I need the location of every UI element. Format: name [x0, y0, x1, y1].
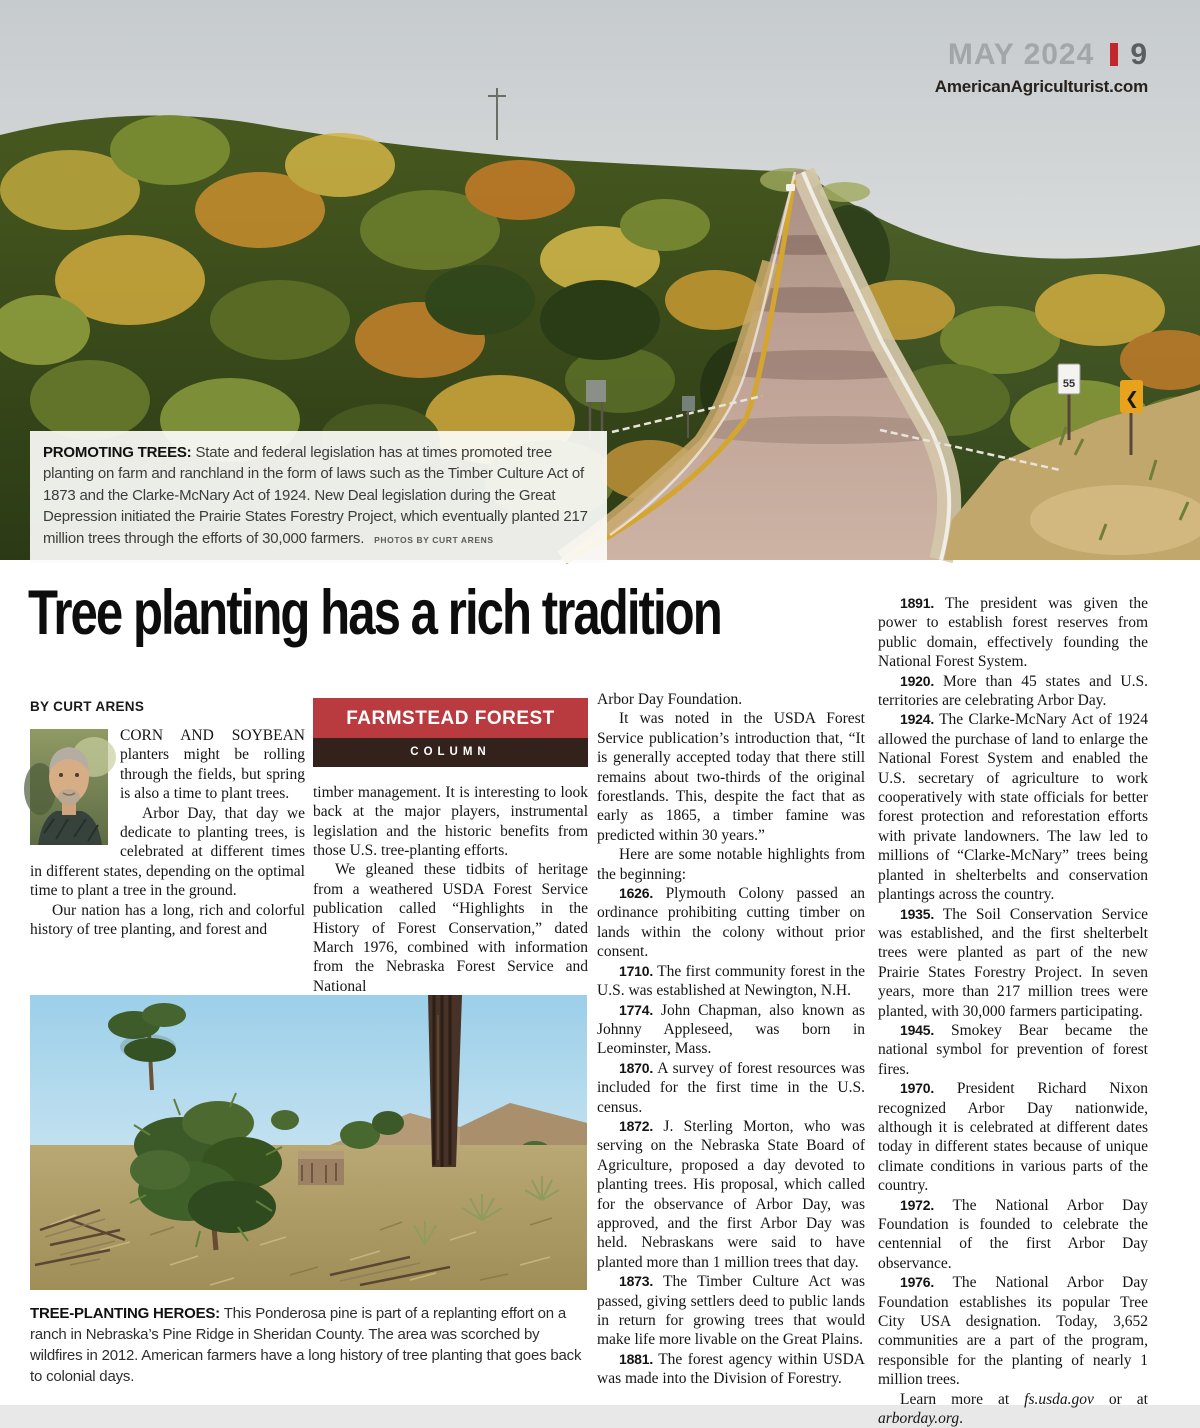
learn-more-middle: or at [1093, 1390, 1148, 1408]
hero-caption-text: State and federal legislation has at times promoted tree planting on farm and ranchland in the form of laws such as the Timber Culture Act of 1873 and the Clarke-McNary Act of 1924. New Deal legislation during the Great Depression initiated the Prairie States Forestry Project, which eventually planted 217 million trees through the efforts of 30,000 farmers. [43, 444, 588, 547]
red-divider-bar [1110, 43, 1118, 66]
timeline-entry-1972 [878, 1196, 1148, 1274]
timeline-year: 1710. [619, 962, 654, 979]
timeline-text: J. Sterling Morton, who was serving on the Nebraska State Board of Agriculture, proposed a day devoted to planting trees. His proposal, which called for the observance of Arbor Day, was approved, and the first Arbor Day was held. Nebraskans were said to have planted more than 1 million trees that day. [597, 1117, 865, 1271]
svg-text:55: 55 [1062, 378, 1076, 390]
pine-photo [30, 995, 587, 1290]
timeline-text: The Clarke-McNary Act of 1924 allowed the purchase of land to enlarge the National Forest System and enabled the U.S. secretary of agriculture to work cooperatively with state officials for better forest protection and reforestation efforts with private landowners. The law led to millions of “Clarke-McNary” trees being planted in shelterbelts and conservation plantings across the country. [878, 711, 1148, 904]
timeline-entry-1873 [597, 1272, 865, 1350]
timeline-text: The president was given the power to establish forest reserves from public domain, effectively founding the National Forest System. [878, 595, 1148, 671]
timeline-year: 1870. [619, 1059, 654, 1076]
byline: BY CURT ARENS [30, 699, 145, 714]
author-photo [30, 729, 108, 845]
timeline-entry-1891 [878, 594, 1148, 672]
timeline-entry-1920 [878, 672, 1148, 711]
body-paragraph: Here are some notable highlights from the beginning: [597, 846, 865, 883]
pine-caption-label: TREE-PLANTING HEROES: [30, 1305, 220, 1322]
pine-photo-illustration [30, 995, 587, 1290]
beard [58, 789, 80, 805]
timeline-text: The first community forest in the U.S. was established at Newington, N.H. [597, 962, 865, 1000]
timeline-entry-1945 [878, 1021, 1148, 1079]
hero-photo-road [0, 0, 1200, 560]
stump [298, 1151, 344, 1185]
body-paragraph: Arbor Day, that day we dedicate to planting trees, is celebrated at different times in different states, depending on the optimal time to plant a tree in the ground. [30, 804, 305, 900]
column-2 [313, 698, 588, 996]
timeline-text: President Richard Nixon recognized Arbor Day nationwide, although it is celebrated at different dates today in different states because of unique climate conditions in various parts of the country. [878, 1080, 1148, 1195]
timeline-entry-1976 [878, 1273, 1148, 1389]
timeline-year: 1970. [900, 1080, 935, 1097]
timeline-year: 1881. [619, 1350, 654, 1367]
website-url: AmericanAgriculturist.com [934, 77, 1148, 96]
article-title: Tree planting has a rich tradition [28, 578, 721, 648]
timeline-entry-1924 [878, 710, 1148, 904]
timeline-entry-1935 [878, 905, 1148, 1021]
timeline-text: The National Arbor Day Foundation establishes its popular Tree City USA designation. Today, 3,652 communities are a part of the program, responsible for the planting of nearly 1 million trees. [878, 1274, 1148, 1389]
page-number: 9 [1130, 38, 1148, 71]
hero-caption [30, 431, 607, 563]
learn-more-site-fs-usda: fs.usda.gov [1024, 1390, 1094, 1408]
timeline-text: More than 45 states and U.S. territories are celebrating Arbor Day. [878, 672, 1148, 710]
column-3 [597, 690, 865, 1389]
pine-caption-text: This Ponderosa pine is part of a replanting effort on a ranch in Nebraska’s Pine Ridge in Sheridan County. The area was scorched by wildfires in 2012. American farmers have a long history of tree planting that goes back to colonial days. [30, 1305, 582, 1385]
learn-more-paragraph [878, 1390, 1148, 1428]
learn-more-suffix: . [959, 1410, 963, 1428]
timeline-entry-1870 [597, 1059, 865, 1117]
photo-credit: PHOTOS BY CURT ARENS [374, 534, 494, 545]
timeline-entry-1774 [597, 1001, 865, 1059]
body-paragraph: Our nation has a long, rich and colorful history of tree planting, and forest and [30, 901, 305, 939]
badge-title: FARMSTEAD FOREST [313, 698, 588, 738]
timeline-text: John Chapman, also known as Johnny Appleseed, was born in Leominster, Mass. [597, 1001, 866, 1058]
body-paragraph: We gleaned these tidbits of heritage from a weathered USDA Forest Service publication called “Highlights in the History of Forest Conservation,” dated March 1976, combined with information from the Nebraska Forest Service and National [313, 861, 588, 995]
timeline-year: 1976. [900, 1274, 935, 1291]
timeline-year: 1873. [619, 1273, 654, 1290]
timeline-year: 1935. [900, 905, 935, 922]
timeline-year: 1626. [619, 885, 654, 902]
timeline-text: The Timber Culture Act was passed, giving settlers deed to public lands in return for growing trees that would make life more livable on the Great Plains. [597, 1273, 865, 1349]
timeline-text: The National Arbor Day Foundation is founded to celebrate the centennial of the first Arbor Day observance. [878, 1196, 1148, 1272]
body-paragraph: CORN AND SOYBEAN planters might be rolling through the fields, but spring is also a time to plant trees. [120, 727, 305, 803]
timeline-year: 1924. [900, 711, 935, 728]
badge-subtitle: COLUMN [313, 738, 588, 766]
timeline-year: 1872. [619, 1117, 654, 1134]
masthead [935, 40, 1148, 95]
timeline-text: A survey of forest resources was included for the first time in the U.S. census. [597, 1059, 865, 1116]
hero-caption-label: PROMOTING TREES: [43, 444, 192, 461]
timeline-year: 1972. [900, 1196, 935, 1213]
issue-date: MAY 2024 [947, 38, 1095, 71]
timeline-year: 1945. [900, 1021, 935, 1038]
timeline-entry-1881 [597, 1350, 865, 1389]
timeline-year: 1920. [900, 672, 935, 689]
body-paragraph: timber management. It is interesting to look back at the major players, instrumental legislation and the historic benefits from those U.S. tree-planting efforts. [313, 783, 588, 860]
burned-trunk [428, 995, 462, 1167]
timeline-entry-1626 [597, 884, 865, 962]
pine-photo-caption [30, 1303, 587, 1387]
timeline-text: The Soil Conservation Service was established, and the first shelterbelt trees were planted as part of the new Prairie States Forestry Project. In seven years, more than 217 million trees were planted, with 30,000 farmers participating. [878, 905, 1148, 1020]
timeline-text: Plymouth Colony passed an ordinance prohibiting cutting timber on lands within the colony without prior consent. [597, 885, 865, 961]
distant-car [786, 184, 795, 191]
column-4 [878, 594, 1148, 1428]
column-1 [30, 726, 305, 939]
learn-more-site-arborday: arborday.org [878, 1410, 960, 1428]
timeline-year: 1774. [619, 1001, 654, 1018]
timeline-text: The forest agency within USDA was made into the Division of Forestry. [597, 1350, 865, 1388]
timeline-entry-1872 [597, 1117, 865, 1272]
body-paragraph: It was noted in the USDA Forest Service publication’s introduction that, “It is generally accepted today that there still remains about two-thirds of the original forestlands. This, despite the fact that as early as 1865, a timber famine was predicted within 30 years.” [597, 710, 865, 844]
issue-line [935, 40, 1148, 70]
body-paragraph: Arbor Day Foundation. [597, 691, 743, 708]
timeline-year: 1891. [900, 595, 935, 611]
column-badge [313, 698, 588, 767]
learn-more-prefix: Learn more at [900, 1390, 1025, 1408]
svg-text:❮: ❮ [1124, 389, 1140, 409]
timeline-entry-1710 [597, 962, 865, 1001]
timeline-text: Smokey Bear became the national symbol for prevention of forest fires. [878, 1021, 1148, 1078]
timeline-entry-1970 [878, 1079, 1148, 1195]
